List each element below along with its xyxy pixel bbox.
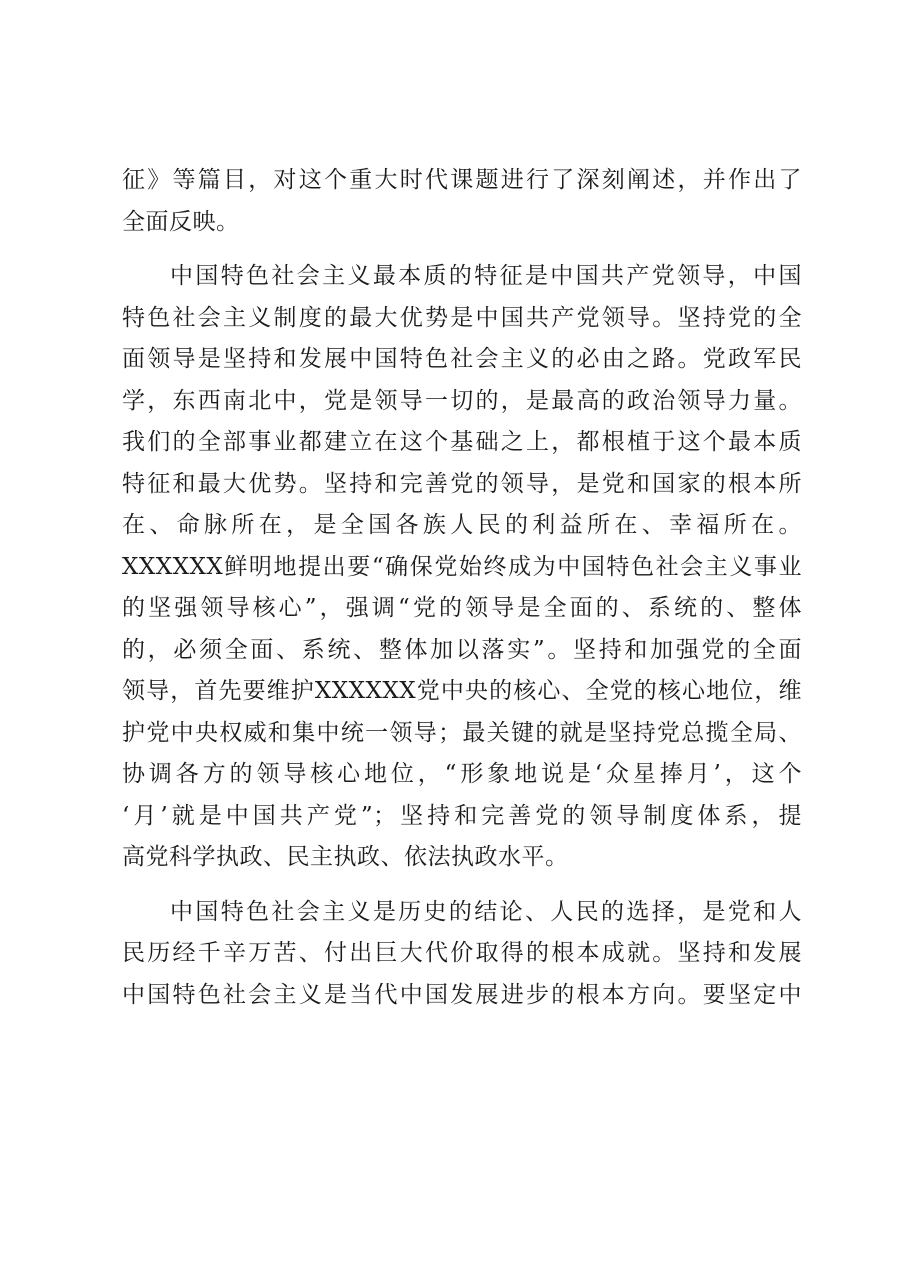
text-line: 领导，首先要维护XXXXXX党中央的核心、全党的核心地位，维	[122, 678, 802, 704]
text-line: 学，东西南北中，党是领导一切的，是最高的政治领导力量。	[122, 387, 802, 414]
text-line: 护党中央权威和集中统一领导；最关键的就是坚持党总揽全局、	[122, 719, 802, 746]
text-line: XXXXXX鲜明地提出要“确保党始终成为中国特色社会主义事业	[122, 553, 802, 580]
text-line: 特征和最大优势。坚持和完善党的领导，是党和国家的根本所	[122, 470, 802, 497]
text-line: 特色社会主义制度的最大优势是中国共产党领导。坚持党的全	[122, 304, 802, 331]
text-line: 我们的全部事业都建立在这个基础之上，都根植于这个最本质	[122, 429, 802, 455]
paragraph-1	[122, 160, 802, 243]
text-line: 征》等篇目，对这个重大时代课题进行了深刻阐述，并作出了	[122, 167, 802, 193]
document-body	[122, 160, 802, 1016]
text-line: 的，必须全面、系统、整体加以落实”。坚持和加强党的全面	[122, 636, 802, 663]
text-line: 面领导是坚持和发展中国特色社会主义的必由之路。党政军民	[122, 346, 802, 372]
text-line: 民历经千辛万苦、付出巨大代价取得的根本成就。坚持和发展	[122, 940, 802, 966]
text-line: ‘月’就是中国共产党”；坚持和完善党的领导制度体系，提	[122, 802, 802, 829]
text-line: 协调各方的领导核心地位，“形象地说是‘众星捧月’，这个	[122, 761, 802, 787]
text-line: 的坚强领导核心”，强调“党的领导是全面的、系统的、整体	[122, 595, 802, 621]
text-line: 中国特色社会主义是当代中国发展进步的根本方向。要坚定中	[122, 981, 802, 1008]
text-line: 全面反映。	[122, 208, 240, 235]
text-line: 中国特色社会主义是历史的结论、人民的选择，是党和人	[170, 898, 802, 925]
text-line: 在、命脉所在，是全国各族人民的利益所在、幸福所在。	[122, 512, 802, 538]
paragraph-3	[122, 892, 802, 1017]
text-line: 高党科学执政、民主执政、依法执政水平。	[122, 844, 569, 870]
text-line: 中国特色社会主义最本质的特征是中国共产党领导，中国	[170, 263, 802, 289]
paragraph-2	[122, 256, 802, 879]
